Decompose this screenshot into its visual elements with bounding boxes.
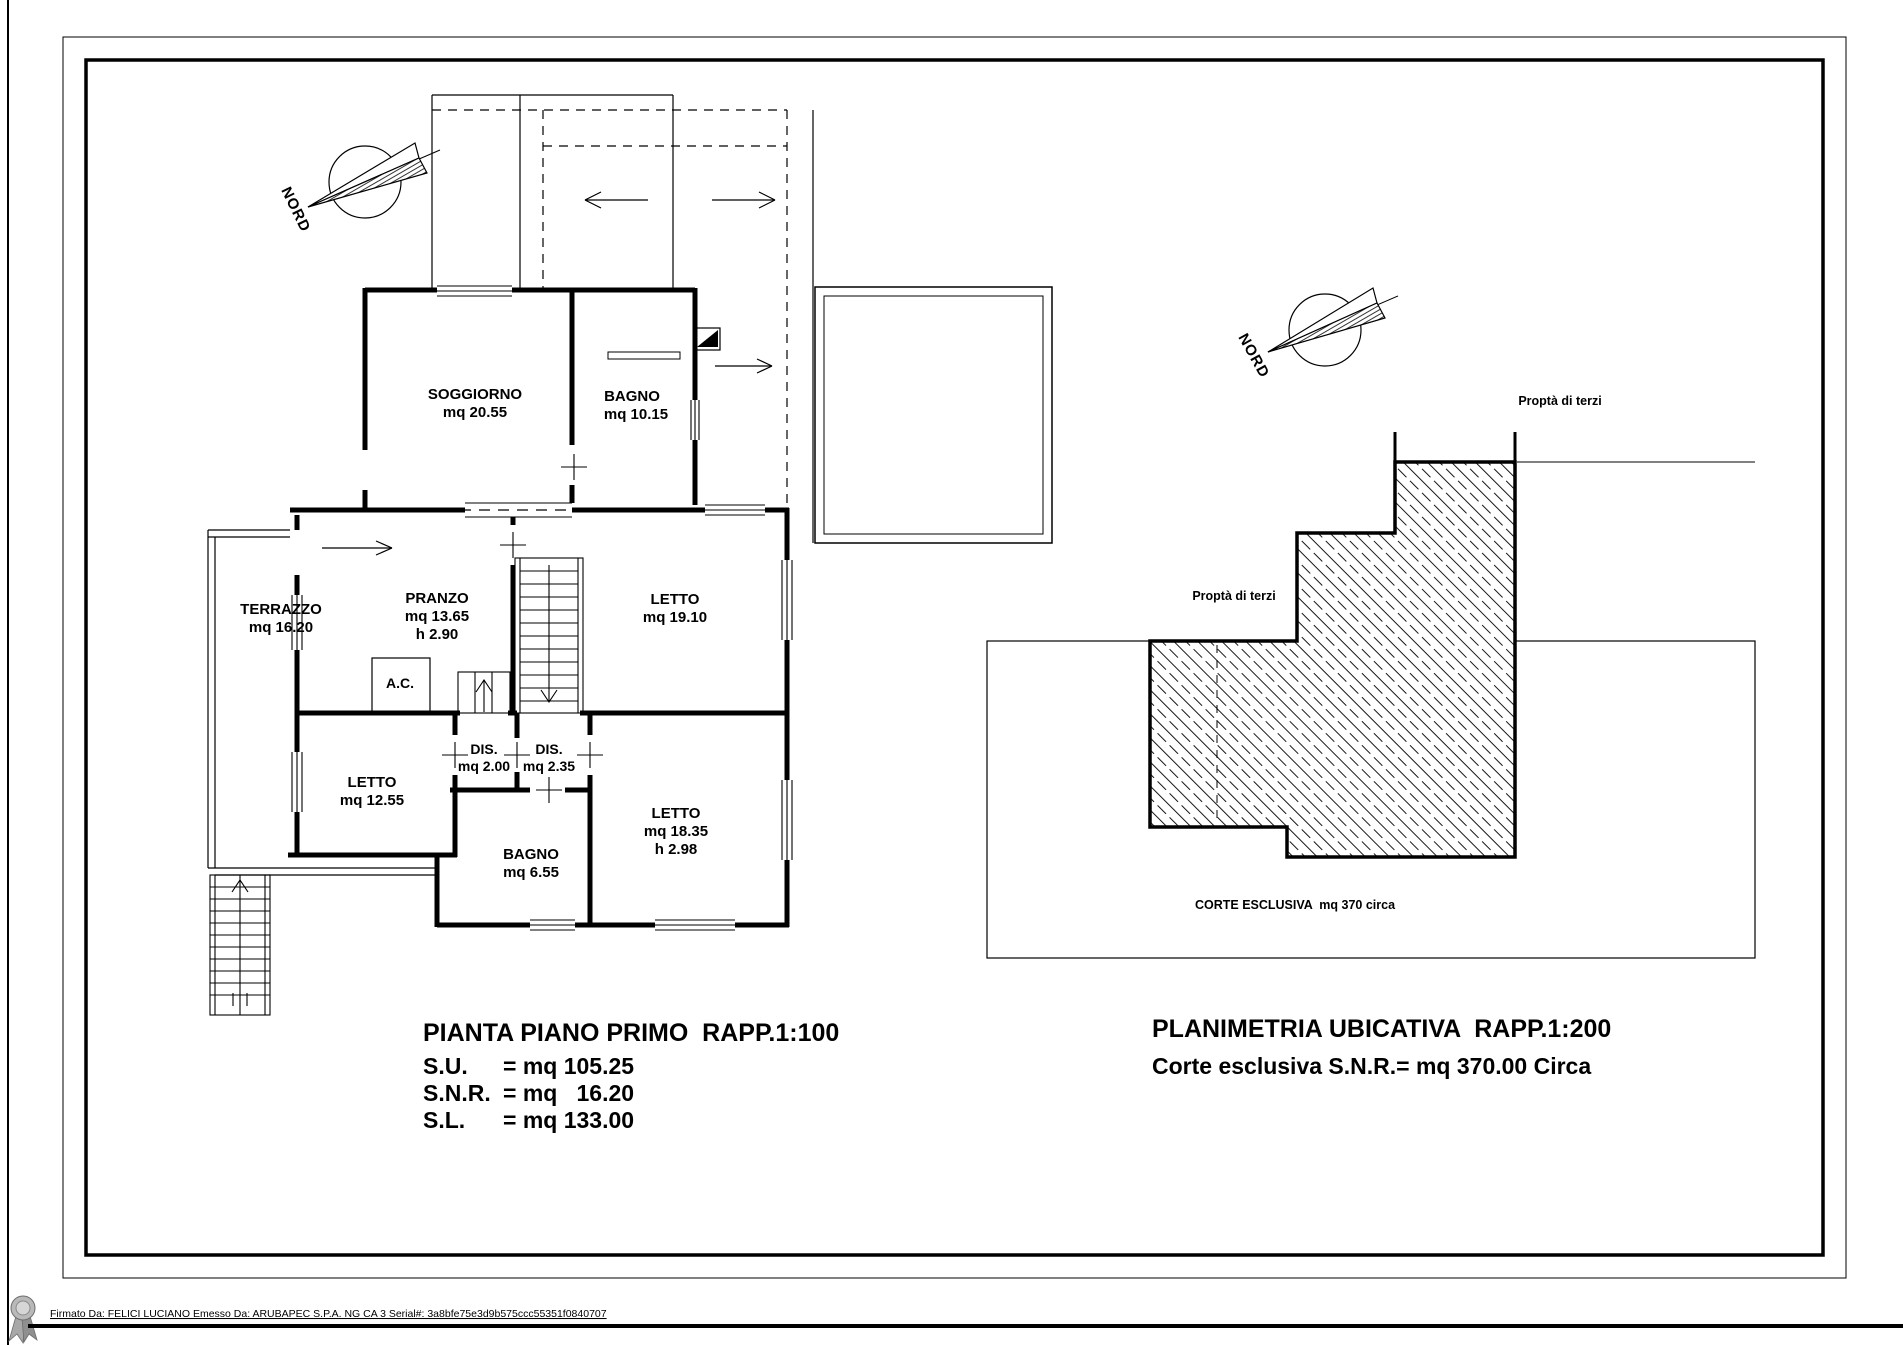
room-area-letto18: mq 18.35	[643, 823, 709, 840]
footer-rule	[28, 1324, 1903, 1328]
overhang-dashed-lines	[432, 110, 787, 510]
room-area-bagno-top: mq 10.15	[603, 406, 669, 423]
room-area-dis235: mq 2.35	[522, 758, 576, 774]
area-snr-value: = mq 16.20	[503, 1080, 635, 1106]
room-label-pranzo: PRANZO	[405, 590, 469, 607]
compass-arrow-lower	[308, 158, 427, 207]
siteplan-title: PLANIMETRIA UBICATIVA RAPP.1:200	[1152, 1015, 1612, 1043]
area-su-label: S.U.	[423, 1053, 468, 1079]
terrace-inner	[824, 296, 1043, 534]
room-label-bagno-top: BAGNO	[604, 388, 660, 405]
terrazzo-parapet	[208, 530, 437, 875]
internal-stair	[515, 558, 583, 713]
room-height-letto18: h 2.98	[654, 841, 698, 858]
room-area-letto19: mq 19.10	[642, 609, 708, 626]
room-area-letto12: mq 12.55	[339, 792, 405, 809]
external-stair	[210, 875, 270, 1015]
room-label-ac: A.C.	[386, 675, 414, 691]
area-sl-label: S.L.	[423, 1107, 466, 1133]
room-area-pranzo: mq 13.65	[404, 608, 470, 625]
room-label-dis200: DIS.	[470, 741, 498, 757]
siteplan-subtitle: Corte esclusiva S.N.R.= mq 370.00 Circa	[1152, 1053, 1592, 1079]
room-label-bagno6: BAGNO	[503, 846, 559, 863]
room-label-letto18: LETTO	[651, 805, 701, 822]
landing-up-arrow-icon	[476, 680, 492, 712]
bagno-exit-arrow-icon	[715, 359, 772, 373]
washbasin	[608, 352, 680, 359]
area-sl-value: = mq 133.00	[503, 1107, 635, 1133]
court-label: CORTE ESCLUSIVA mq 370 circa	[1194, 898, 1396, 912]
signature-footer	[9, 1296, 1903, 1343]
room-area-dis200: mq 2.00	[457, 758, 511, 774]
room-label-letto12: LETTO	[347, 774, 397, 791]
overhang-solid-lines	[432, 95, 813, 543]
terrace-outer	[815, 287, 1052, 543]
walls-thick	[288, 288, 789, 927]
outer-frame	[63, 37, 1846, 1278]
room-label-terrazzo: TERRAZZO	[240, 601, 322, 618]
area-su-value: = mq 105.25	[503, 1053, 635, 1079]
vent-triangle-icon	[697, 330, 718, 347]
nord-label-floorplan: NORD	[277, 184, 314, 236]
nord-label-siteplan: NORD	[1234, 330, 1273, 382]
neighbor-top-label: Proptà di terzi	[1518, 394, 1602, 408]
siteplan-title-block	[1152, 1015, 1611, 1079]
room-label-dis235: DIS.	[535, 741, 563, 757]
building-footprint-hatched	[1150, 462, 1515, 857]
door-marks	[442, 454, 603, 803]
room-area-bagno6: mq 6.55	[503, 864, 559, 881]
neighbor-left-label: Proptà di terzi	[1192, 589, 1276, 603]
overhang-arrow-left-icon	[585, 192, 648, 208]
entrance-arrow-icon	[322, 541, 392, 555]
signature-seal-icon	[9, 1296, 37, 1343]
room-height-pranzo: h 2.90	[415, 626, 459, 643]
room-label-letto19: LETTO	[650, 591, 700, 608]
floorplan-title: PIANTA PIANO PRIMO RAPP.1:100	[423, 1019, 840, 1047]
signature-text: Firmato Da: FELICI LUCIANO Emesso Da: ARUBAPEC S.P.A. NG CA 3 Serial#: 3a8bfe75e3d9b575ccc55351f0840707	[50, 1308, 607, 1320]
compass-arrow-lower	[1268, 303, 1385, 352]
floorplan-title-block	[423, 1019, 839, 1133]
north-compass-siteplan	[1235, 288, 1398, 381]
room-area-soggiorno: mq 20.55	[442, 404, 508, 421]
room-label-soggiorno: SOGGIORNO	[427, 386, 523, 403]
site-plan	[987, 394, 1755, 958]
room-area-terrazzo: mq 16.20	[248, 619, 314, 636]
floor-plan	[208, 95, 1052, 1015]
north-compass-floorplan	[277, 143, 440, 235]
overhang-arrow-right-icon	[712, 192, 775, 208]
area-snr-label: S.N.R.	[423, 1080, 491, 1106]
